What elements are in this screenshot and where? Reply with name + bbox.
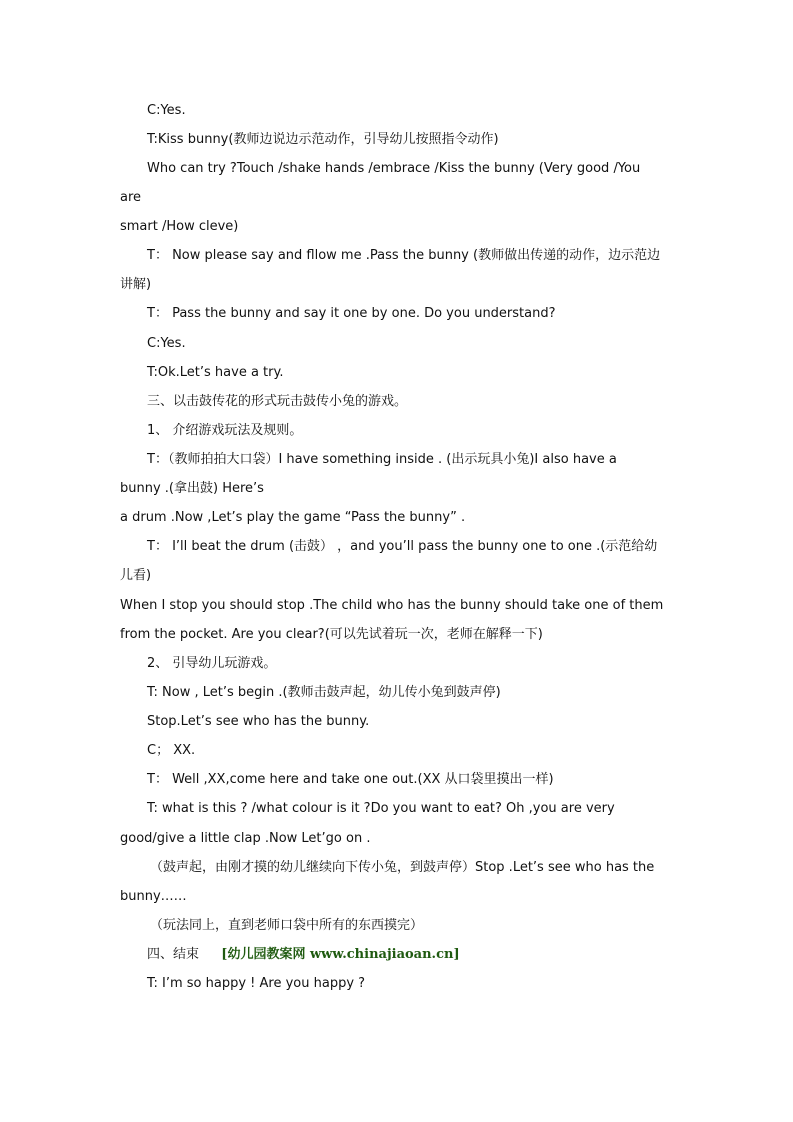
text-line: （鼓声起，由刚才摸的幼儿继续向下传小兔，到鼓声停）Stop .Let’s see who has the — [150, 860, 655, 875]
text-line: 儿看) — [120, 568, 152, 583]
text-line: C； XX. — [147, 743, 196, 758]
text-line: T: I’m so happy ! Are you happy ? — [147, 976, 366, 991]
text-line: are — [120, 190, 142, 205]
text-line: smart /How cleve) — [120, 219, 239, 234]
text-line: from the pocket. Are you clear?(可以先试着玩一次，老师在解释一下) — [120, 627, 543, 642]
text-line: bunny…… — [120, 889, 187, 904]
text-line: T： Well ,XX,come here and take one out.(XX 从口袋里摸出一样) — [147, 772, 554, 787]
text-line: Stop.Let’s see who has the bunny. — [147, 714, 370, 729]
text-line: C:Yes. — [147, 336, 186, 351]
text-line: good/give a little clap .Now Let’go on . — [120, 831, 371, 846]
text-line: T： Pass the bunny and say it one by one. Do you understand? — [147, 306, 556, 321]
subsection-heading: 1、 介绍游戏玩法及规则。 — [147, 423, 303, 438]
text-line: 讲解) — [120, 277, 152, 292]
text-line: T： Now please say and fllow me .Pass the bunny (教师做出传递的动作，边示范边 — [147, 248, 661, 263]
text-line: （玩法同上，直到老师口袋中所有的东西摸完） — [150, 918, 424, 933]
subsection-heading: 2、 引导幼儿玩游戏。 — [147, 656, 277, 671]
website-link[interactable]: [幼儿园教案网 www.chinajiaoan.cn] — [221, 947, 460, 962]
text-line: T：（教师拍拍大口袋）I have something inside . (出示玩具小兔)I also have a — [147, 452, 617, 467]
text-line: T： I’ll beat the drum (击鼓） ，and you’ll pass the bunny one to one .(示范给幼 — [147, 539, 658, 554]
text-line: When I stop you should stop .The child who has the bunny should take one of them — [120, 598, 664, 613]
text-line: T: Now , Let’s begin .(教师击鼓声起，幼儿传小兔到鼓声停) — [147, 685, 501, 700]
section-heading — [147, 946, 460, 964]
text-line: T:Ok.Let’s have a try. — [147, 365, 284, 380]
text-line: a drum .Now ,Let’s play the game “Pass the bunny” . — [120, 510, 466, 525]
text-line: T: what is this ? /what colour is it ?Do you want to eat? Oh ,you are very — [147, 801, 615, 816]
text-line: bunny .(拿出鼓) Here’s — [120, 481, 264, 496]
text-line: T:Kiss bunny(教师边说边示范动作，引导幼儿按照指令动作) — [147, 132, 499, 147]
text-line: Who can try ?Touch /shake hands /embrace /Kiss the bunny (Very good /You — [147, 161, 641, 176]
text-line: C:Yes. — [147, 103, 186, 118]
section-heading-label: 四、结束 — [147, 947, 200, 962]
section-heading: 三、以击鼓传花的形式玩击鼓传小兔的游戏。 — [147, 394, 408, 409]
